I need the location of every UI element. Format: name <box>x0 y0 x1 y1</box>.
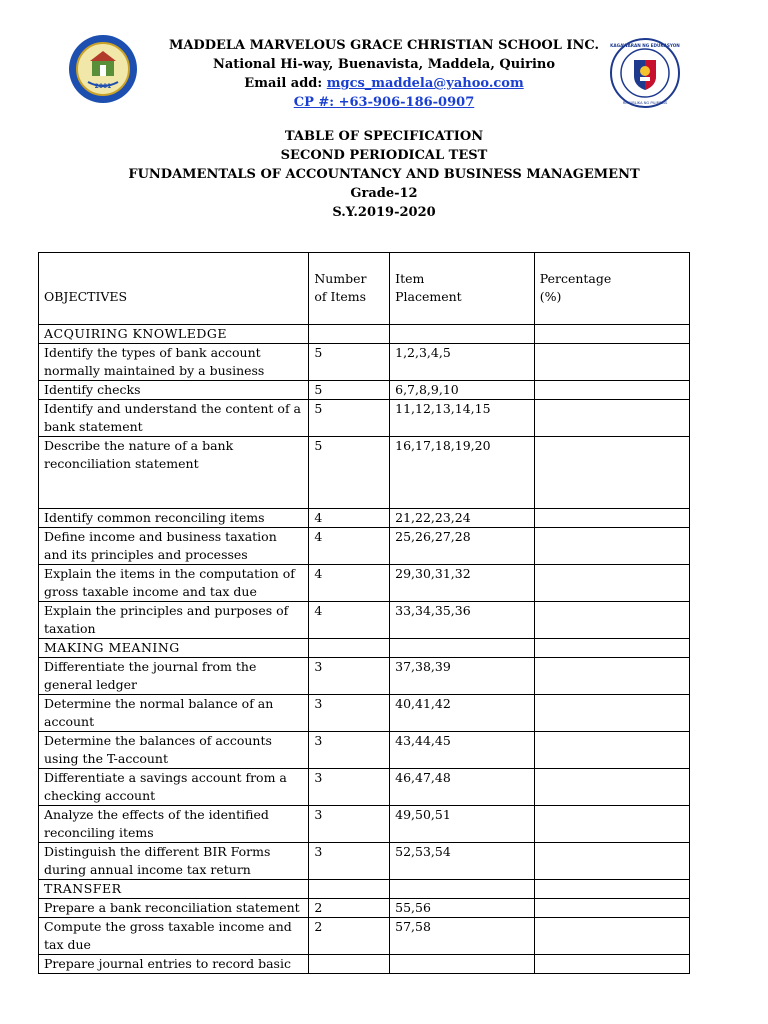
table-row <box>39 918 690 955</box>
percentage-cell <box>534 658 689 695</box>
placement-cell: 11,12,13,14,15 <box>390 400 535 437</box>
placement-cell: 43,44,45 <box>390 732 535 769</box>
items-cell: 5 <box>309 437 390 509</box>
section-row <box>39 639 690 658</box>
header-objectives: OBJECTIVES <box>39 253 309 325</box>
empty-cell <box>309 325 390 344</box>
empty-cell <box>309 880 390 899</box>
empty-cell <box>534 639 689 658</box>
table-row <box>39 565 690 602</box>
items-cell: 5 <box>309 381 390 400</box>
letterhead <box>0 36 768 112</box>
placement-cell: 49,50,51 <box>390 806 535 843</box>
table-row <box>39 769 690 806</box>
email-line <box>0 74 768 93</box>
percentage-cell <box>534 899 689 918</box>
percentage-cell <box>534 695 689 732</box>
objective-cell: Define income and business taxation and its principles and processes <box>39 528 309 565</box>
percentage-cell <box>534 918 689 955</box>
percentage-cell <box>534 602 689 639</box>
items-cell: 4 <box>309 509 390 528</box>
empty-cell <box>390 880 535 899</box>
document-titles <box>0 127 768 222</box>
objective-cell: Prepare journal entries to record basic <box>39 955 309 974</box>
table-row <box>39 509 690 528</box>
objective-cell: Distinguish the different BIR Forms during annual income tax return <box>39 843 309 880</box>
empty-cell <box>534 880 689 899</box>
placement-cell: 16,17,18,19,20 <box>390 437 535 509</box>
percentage-cell <box>534 400 689 437</box>
empty-cell <box>390 325 535 344</box>
placement-cell: 52,53,54 <box>390 843 535 880</box>
placement-cell: 33,34,35,36 <box>390 602 535 639</box>
table-header-row <box>39 253 690 325</box>
percentage-cell <box>534 344 689 381</box>
placement-cell: 40,41,42 <box>390 695 535 732</box>
percentage-cell <box>534 565 689 602</box>
table-row <box>39 528 690 565</box>
logo-year: 2001 <box>94 83 112 90</box>
section-label: TRANSFER <box>39 880 309 899</box>
objective-cell: Identify the types of bank account normally maintained by a business <box>39 344 309 381</box>
percentage-cell <box>534 955 689 974</box>
percentage-cell <box>534 806 689 843</box>
objective-cell: Explain the principles and purposes of taxation <box>39 602 309 639</box>
table-row <box>39 806 690 843</box>
items-cell <box>309 955 390 974</box>
items-cell: 5 <box>309 400 390 437</box>
empty-cell <box>534 325 689 344</box>
items-cell: 3 <box>309 769 390 806</box>
title-grade: Grade-12 <box>350 186 418 201</box>
table-row <box>39 381 690 400</box>
email-label: Email add: <box>244 76 327 91</box>
items-cell: 4 <box>309 602 390 639</box>
header-percentage: Percentage (%) <box>534 253 689 325</box>
percentage-cell <box>534 528 689 565</box>
table-row <box>39 695 690 732</box>
items-cell: 3 <box>309 695 390 732</box>
placement-cell: 21,22,23,24 <box>390 509 535 528</box>
table-row <box>39 400 690 437</box>
items-cell: 3 <box>309 732 390 769</box>
placement-cell <box>390 955 535 974</box>
empty-cell <box>309 639 390 658</box>
title-subject: FUNDAMENTALS OF ACCOUNTANCY AND BUSINESS MANAGEMENT <box>128 167 640 182</box>
items-cell: 4 <box>309 528 390 565</box>
specification-table <box>38 252 690 974</box>
table-row <box>39 658 690 695</box>
items-cell: 2 <box>309 918 390 955</box>
items-cell: 3 <box>309 806 390 843</box>
section-label: ACQUIRING KNOWLEDGE <box>39 325 309 344</box>
placement-cell: 55,56 <box>390 899 535 918</box>
title-school-year: S.Y.2019-2020 <box>332 205 436 220</box>
objective-cell: Differentiate a savings account from a checking account <box>39 769 309 806</box>
objective-cell: Explain the items in the computation of gross taxable income and tax due <box>39 565 309 602</box>
seal-subtext: REPUBLIKA NG PILIPINAS <box>622 101 668 105</box>
objective-cell: Identify and understand the content of a bank statement <box>39 400 309 437</box>
objective-cell: Determine the normal balance of an account <box>39 695 309 732</box>
percentage-cell <box>534 437 689 509</box>
items-cell: 3 <box>309 658 390 695</box>
items-cell: 3 <box>309 843 390 880</box>
percentage-cell <box>534 509 689 528</box>
table-row <box>39 732 690 769</box>
empty-cell <box>390 639 535 658</box>
objective-cell: Prepare a bank reconciliation statement <box>39 899 309 918</box>
placement-cell: 6,7,8,9,10 <box>390 381 535 400</box>
objective-cell: Analyze the effects of the identified reconciling items <box>39 806 309 843</box>
school-name: MADDELA MARVELOUS GRACE CHRISTIAN SCHOOL INC. <box>168 38 600 53</box>
percentage-cell <box>534 769 689 806</box>
objective-cell: Determine the balances of accounts using the T-account <box>39 732 309 769</box>
placement-cell: 46,47,48 <box>390 769 535 806</box>
percentage-cell <box>534 732 689 769</box>
table-row <box>39 437 690 509</box>
items-cell: 2 <box>309 899 390 918</box>
placement-cell: 29,30,31,32 <box>390 565 535 602</box>
section-row <box>39 325 690 344</box>
objective-cell: Describe the nature of a bank reconciliation statement <box>39 437 309 509</box>
objective-cell: Differentiate the journal from the general ledger <box>39 658 309 695</box>
percentage-cell <box>534 381 689 400</box>
section-row <box>39 880 690 899</box>
table-row <box>39 344 690 381</box>
title-table-of-specification: TABLE OF SPECIFICATION <box>284 129 484 144</box>
percentage-cell <box>534 843 689 880</box>
phone-link[interactable]: CP #: +63-906-186-0907 <box>293 95 475 110</box>
seal-text: KAGAWARAN NG EDUKASYON <box>610 43 680 48</box>
school-address: National Hi-way, Buenavista, Maddela, Quirino <box>212 57 556 72</box>
title-test: SECOND PERIODICAL TEST <box>280 148 488 163</box>
items-cell: 5 <box>309 344 390 381</box>
email-link[interactable]: mgcs_maddela@yahoo.com <box>326 76 524 91</box>
section-label: MAKING MEANING <box>39 639 309 658</box>
objective-cell: Identify checks <box>39 381 309 400</box>
placement-cell: 57,58 <box>390 918 535 955</box>
header-item-placement: Item Placement <box>390 253 535 325</box>
table-row <box>39 955 690 974</box>
items-cell: 4 <box>309 565 390 602</box>
objective-cell: Compute the gross taxable income and tax due <box>39 918 309 955</box>
placement-cell: 25,26,27,28 <box>390 528 535 565</box>
placement-cell: 37,38,39 <box>390 658 535 695</box>
table-row <box>39 899 690 918</box>
placement-cell: 1,2,3,4,5 <box>390 344 535 381</box>
table-row <box>39 843 690 880</box>
objective-cell: Identify common reconciling items <box>39 509 309 528</box>
table-row <box>39 602 690 639</box>
header-number-of-items: Number of Items <box>309 253 390 325</box>
